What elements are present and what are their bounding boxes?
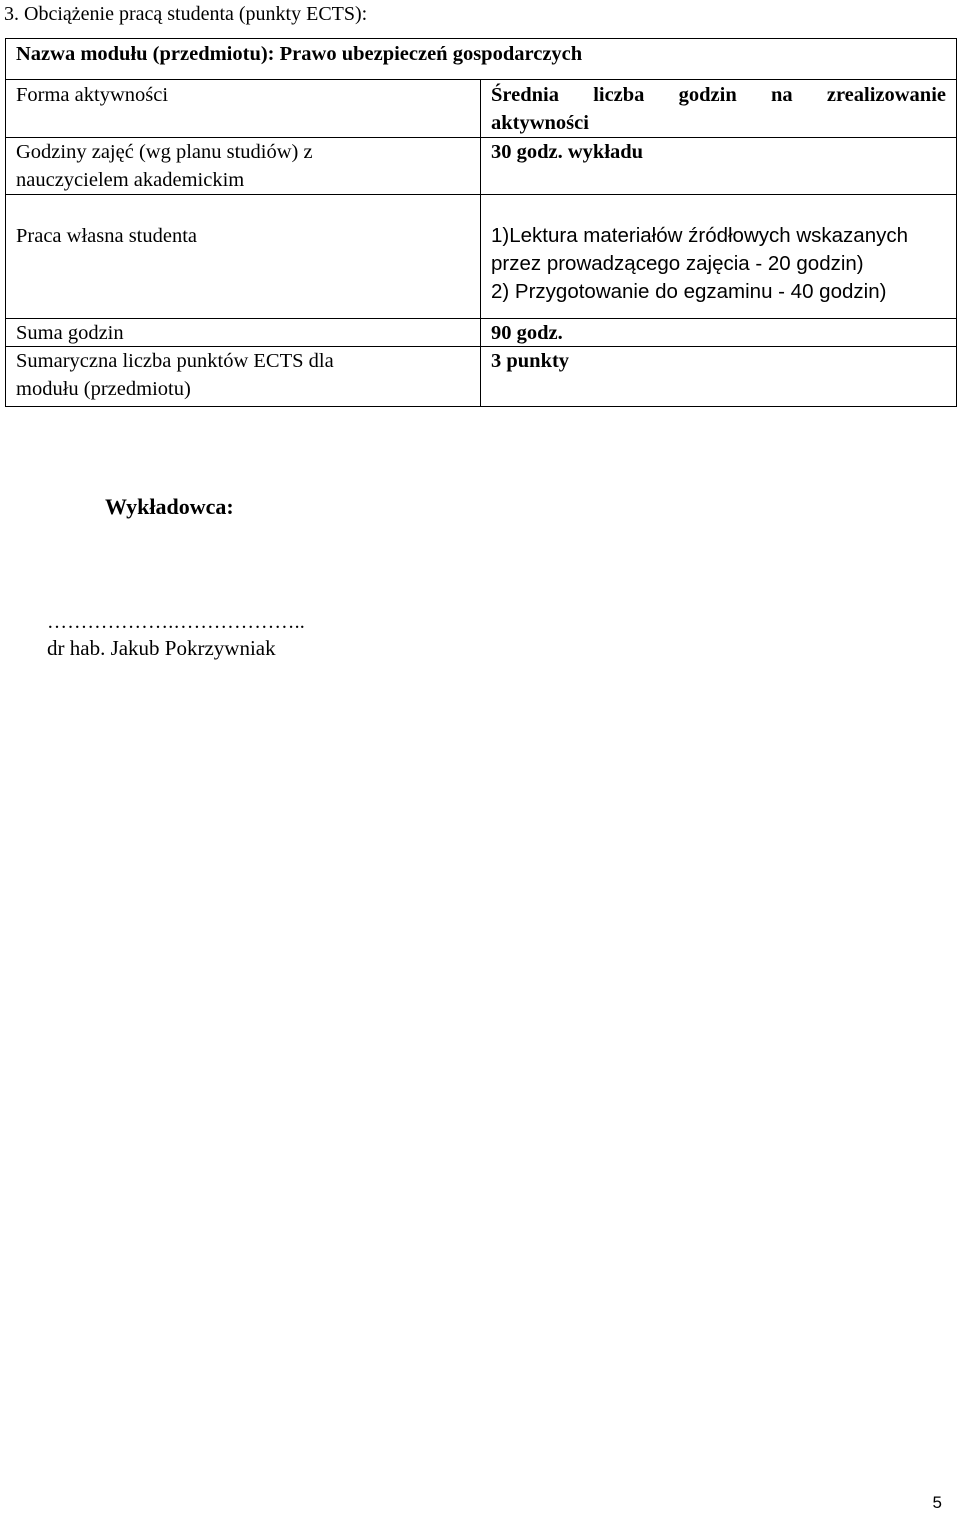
ects-total-label [6, 347, 481, 407]
own-work-label: Praca własna studenta [6, 195, 481, 319]
ects-total-value: 3 punkty [481, 347, 957, 407]
contact-hours-label-line2: nauczycielem akademickim [16, 169, 245, 191]
contact-hours-label-line1: Godziny zajęć (wg planu studiów) z [16, 141, 313, 163]
hours-sum-value: 90 godz. [481, 319, 957, 347]
average-hours-header [481, 80, 957, 138]
table-row-own-work [6, 195, 957, 319]
module-name-cell: Nazwa modułu (przedmiotu): Prawo ubezpieczeń gospodarczych [6, 39, 957, 80]
ects-total-label-line1: Sumaryczna liczba punktów ECTS dla [16, 350, 334, 372]
ects-total-label-line2: modułu (przedmiotu) [16, 378, 191, 400]
table-row-ects-total [6, 347, 957, 407]
page-number: 5 [932, 1493, 942, 1512]
hours-sum-label: Suma godzin [6, 319, 481, 347]
contact-hours-value: 30 godz. wykładu [481, 138, 957, 195]
table-row-contact-hours [6, 138, 957, 195]
own-work-item-2: 2) Przygotowanie do egzaminu - 40 godzin) [491, 280, 887, 303]
average-hours-header-line1: Średnia liczba godzin na zrealizowanie [491, 84, 947, 106]
average-hours-header-line2: aktywności [491, 112, 589, 134]
own-work-item-1-line1: 1)Lektura materiałów źródłowych wskazanych [491, 224, 909, 247]
signature-line: ……………….……………….. [47, 611, 305, 633]
own-work-value [481, 195, 957, 319]
table-row-module [6, 39, 957, 80]
table-header-row [6, 80, 957, 138]
table-row-hours-sum [6, 319, 957, 347]
section-heading: 3. Obciążenie pracą studenta (punkty ECTS): [4, 3, 368, 25]
lecturer-name: dr hab. Jakub Pokrzywniak [47, 636, 276, 660]
activity-form-header: Forma aktywności [6, 80, 481, 138]
lecturer-label: Wykładowca: [105, 494, 234, 519]
own-work-item-1-line2: przez prowadzącego zajęcia - 20 godzin) [491, 252, 864, 275]
ects-workload-table [5, 38, 957, 407]
contact-hours-label [6, 138, 481, 195]
